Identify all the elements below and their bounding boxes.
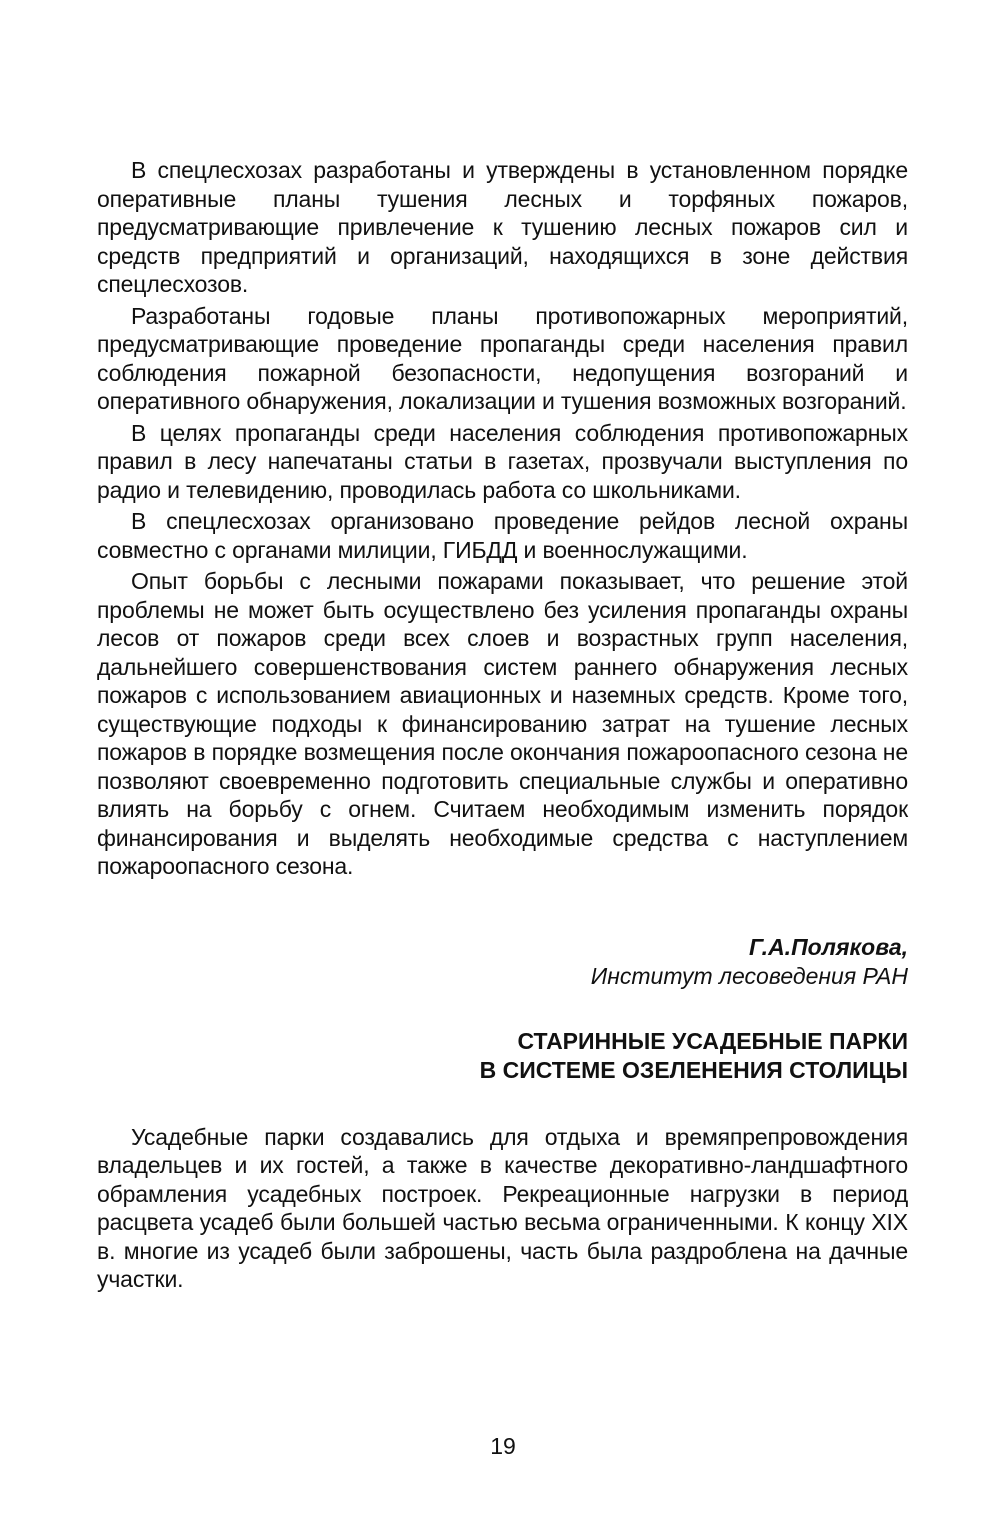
article-title-line-2: В СИСТЕМЕ ОЗЕЛЕНЕНИЯ СТОЛИЦЫ xyxy=(479,1056,908,1083)
article-title xyxy=(97,1027,908,1085)
author-name: Г.А.Полякова, xyxy=(749,933,908,960)
paragraph-experience: Опыт борьбы с лесными пожарами показывает, что решение этой проблемы не может быть осуществлено без усиления пропаганды охраны лесов от пожаров среди всех слоев и возрастных групп населения, дальнейшего совершенствования систем раннего обнаружения лесных пожаров с использованием авиационных и наземных средств. Кроме того, существующие подходы к финансированию затрат на тушение лесных пожаров в порядке возмещения после окончания пожароопасного сезона не позволяют своевременно подготовить специальные службы и оперативно влиять на борьбу с огнем. Считаем необходимым изменить порядок финансирования и выделять необходимые средства с наступлением пожароопасного сезона. xyxy=(97,568,908,879)
paragraph-propaganda: В целях пропаганды среди населения соблюдения противопожарных правил в лесу напечатаны статьи в газетах, прозвучали выступления по радио и телевидению, проводилась работа со школьниками. xyxy=(97,419,908,503)
article-title-line-1: СТАРИННЫЕ УСАДЕБНЫЕ ПАРКИ xyxy=(517,1027,908,1054)
paragraph-annual-plans: Разработаны годовые планы противопожарных мероприятий, предусматривающие проведение пропаганды среди населения правил соблюдения пожарной безопасности, недопущения возгораний и оперативного обнаружения, локализации и тушения возможных возгораний. xyxy=(97,302,908,414)
paragraph-fire-plans: В спецлесхозах разработаны и утверждены в установленном порядке оперативные планы тушения лесных и торфяных пожаров, предусматривающие привлечение к тушению лесных пожаров сил и средств предприятий и организаций, находящихся в зоне действия спецлесхозов. xyxy=(97,157,908,297)
author-signature xyxy=(97,933,908,991)
paragraph-raids: В спецлесхозах организовано проведение рейдов лесной охраны совместно с органами милиции, ГИБДД и военнослужащими. xyxy=(97,508,908,563)
page-content xyxy=(97,156,908,1294)
paragraph-estate-parks: Усадебные парки создавались для отдыха и времяпрепровождения владельцев и их гостей, а также в качестве декоративно-ландшафтного обрамления усадебных построек. Рекреационные нагрузки в период расцвета усадеб были большей частью весьма ограниченными. К концу XIX в. многие из усадеб были заброшены, часть была раздроблена на дачные участки. xyxy=(97,1123,908,1292)
author-affiliation: Институт лесоведения РАН xyxy=(590,962,908,989)
page-number: 19 xyxy=(490,1433,516,1459)
